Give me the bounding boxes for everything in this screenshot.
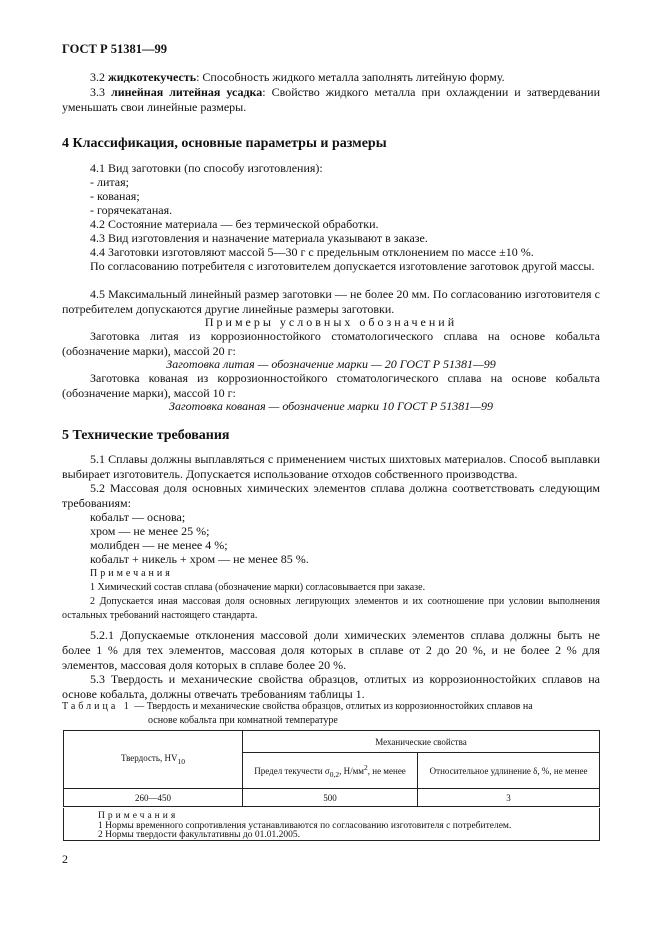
requirement-item: кобальт + никель + хром — не менее 85 %. (90, 552, 309, 566)
table-cell-yield: 500 (243, 789, 418, 807)
table-cell-hardness: 260—450 (64, 789, 243, 807)
section-4-title: 4 Классификация, основные параметры и размеры (62, 136, 387, 151)
requirement-item: кобальт — основа; (90, 510, 186, 524)
table-header-elongation: Относительное удлинение δ, %, не менее (418, 753, 600, 789)
clause-4-2: 4.2 Состояние материала — без термической обработки. (90, 217, 379, 231)
table-caption (62, 700, 600, 714)
clause-4-1: 4.1 Вид заготовки (по способу изготовления): (90, 161, 323, 175)
table-notes-title: Примечания (98, 811, 179, 821)
clause-3-3 (62, 85, 600, 115)
list-item: - литая; (90, 175, 129, 189)
table-header-yield: Предел текучести $\sigma_{0,2}$, $Н/мм^2$, не менее (243, 753, 418, 789)
requirement-item: молибден — не менее 4 %; (90, 538, 228, 552)
table-caption-line2: основе кобальта при комнатной температуре (148, 715, 338, 726)
page-number: 2 (62, 852, 68, 866)
clause-4-4: 4.4 Заготовки изготовляют массой 5—30 г с предельным отклонением по массе ±10 %. (90, 245, 534, 259)
note-2: 2 Допускается иная массовая доля основных легирующих элементов и их соотношение при условии выполнения остальных требований настоящего стандарта. (62, 596, 600, 621)
note-1: 1 Химический состав сплава (обозначение марки) согласовывается при заказе. (90, 582, 426, 593)
clause-4-4-note: По согласованию потребителя с изготовителем допускается изготовление заготовок другой массы. (90, 259, 595, 273)
table-note-2: 2 Нормы твердости факультативны до 01.01.2005. (98, 830, 300, 840)
example-2-mark: Заготовка кованая — обозначение марки 10 ГОСТ Р 51381—99 (169, 399, 493, 413)
properties-table (63, 730, 600, 807)
examples-title: Примеры условных обозначений (204, 315, 458, 329)
example-1-mark: Заготовка литая — обозначение марки — 20 ГОСТ Р 51381—99 (166, 357, 496, 371)
definition: : Способность жидкого металла заполнять литейную форму. (196, 70, 505, 84)
section-5-title: 5 Технические требования (62, 428, 230, 443)
clause-number: 3.2 (90, 70, 105, 84)
table-caption-text: — Твердость и механические свойства образцов, отлитых из коррозионностойких сплавов на (131, 701, 533, 712)
example-2-text: Заготовка кованая из коррозионностойкого стоматологического сплава на основе кобальта (обозначение марки), массой 10 г: (62, 371, 600, 400)
example-1-text: Заготовка литая из коррозионностойкого стоматологического сплава на основе кобальта (обозначение марки), массой 20 г: (62, 329, 600, 358)
table-notes-box (63, 808, 600, 841)
table-cell-elongation: 3 (418, 789, 600, 807)
table-note-1: 1 Нормы временного сопротивления устанавливаются по согласованию изготовителя с потребителем. (98, 821, 512, 831)
clause-5-2: 5.2 Массовая доля основных химических элементов сплава должна соответствовать следующим требованиям: (62, 481, 600, 510)
term: линейная литейная усадка (111, 85, 263, 99)
clause-5-2-1: 5.2.1 Допускаемые отклонения массовой доли химических элементов сплава должны быть не более 1 % для тех элементов, массовая доля которых в сплаве от 2 до 20 %, и не более 2 % для элементов, массовая доля которых в сплаве более 20 %. (62, 628, 600, 672)
table-header-hardness: Твердость, $HV_{10}$ (64, 731, 243, 789)
table-caption-label: Таблица 1 (62, 701, 132, 712)
clause-3-2 (62, 70, 600, 85)
clause-number: 3.3 (90, 85, 105, 99)
requirement-item: хром — не менее 25 %; (90, 524, 210, 538)
clause-5-1: 5.1 Сплавы должны выплавляться с применением чистых шихтовых материалов. Способ выплавки выбирает изготовитель. Допускается использование отходов собственного производства. (62, 452, 600, 481)
notes-title: Примечания (90, 568, 173, 579)
list-item: - горячекатаная. (90, 203, 173, 217)
table-header-mech-props: Механические свойства (243, 731, 600, 753)
clause-4-3: 4.3 Вид изготовления и назначение материала указывают в заказе. (90, 231, 428, 245)
definition: : Свойство жидкого металла при охлаждении и затвердевании уменьшать свои линейные размеры. (62, 85, 601, 114)
term: жидкотекучесть (108, 70, 197, 84)
clause-5-3: 5.3 Твердость и механические свойства образцов, отлитых из коррозионностойких сплавов на основе кобальта, должны отвечать требованиям таблицы 1. (62, 672, 600, 701)
standard-header: ГОСТ Р 51381—99 (62, 42, 168, 56)
clause-4-5: 4.5 Максимальный линейный размер заготовки — не более 20 мм. По согласованию изготовителя с потребителем допускаются другие линейные размеры заготовки. (62, 287, 600, 316)
list-item: - кованая; (90, 189, 140, 203)
